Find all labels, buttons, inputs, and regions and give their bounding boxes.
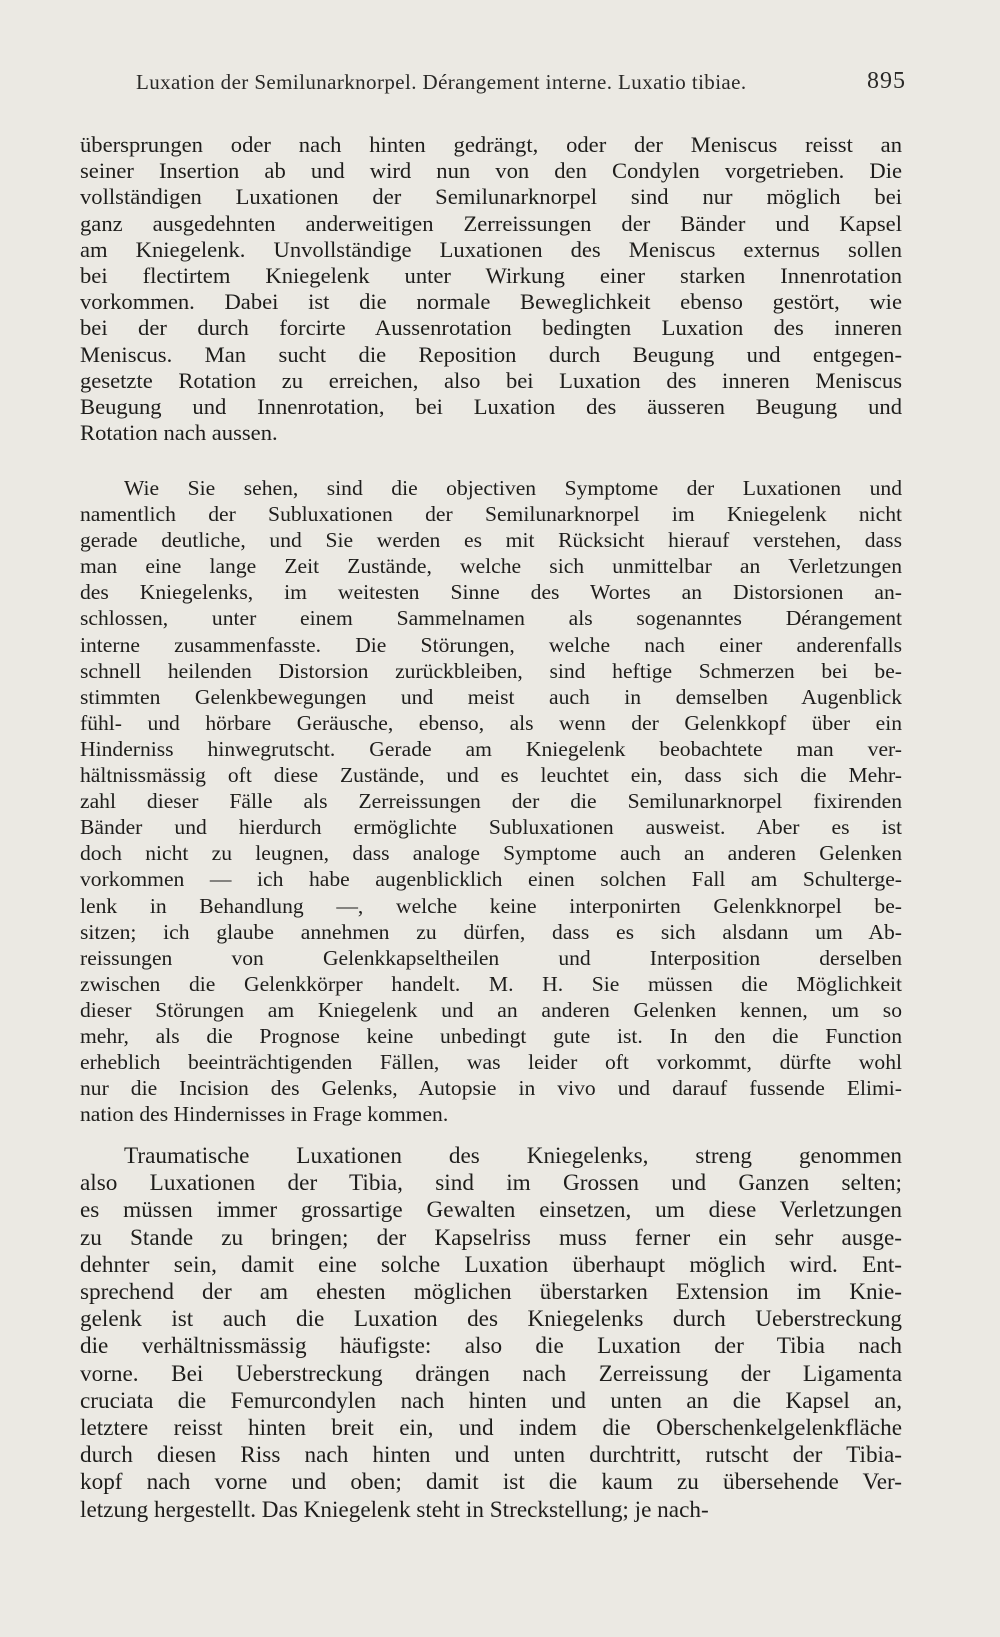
running-title: Luxation der Semilunarknorpel. Dérangement interne. Luxatio tibiae. (136, 70, 747, 94)
text-line: durch diesen Riss nach hinten und unten durchtritt, rutscht der Tibia- (80, 1442, 902, 1469)
text-line: am Kniegelenk. Unvollständige Luxationen des Meniscus externus sollen (80, 236, 902, 262)
text-line: zahl dieser Fälle als Zerreissungen der die Semilunarknorpel fixirenden (80, 789, 902, 814)
text-line: Beugung und Innenrotation, bei Luxation des äusseren Beugung und (80, 394, 902, 420)
text-line: gesetzte Rotation zu erreichen, also bei Luxation des inneren Meniscus (80, 367, 902, 393)
text-line: lenk in Behandlung —, welche keine interponirten Gelenkknorpel be- (80, 893, 902, 918)
text-line: reissungen von Gelenkkapseltheilen und Interposition derselben (80, 945, 902, 970)
text-line: dieser Störungen am Kniegelenk und an anderen Gelenken kennen, um so (80, 997, 902, 1022)
text-line: stimmten Gelenkbewegungen und meist auch in demselben Augenblick (80, 684, 902, 709)
text-line: schnell heilenden Distorsion zurückbleiben, sind heftige Schmerzen bei be- (80, 658, 902, 683)
text-line: interne zusammenfasste. Die Störungen, welche nach einer anderenfalls (80, 632, 902, 657)
text-line: nation des Hindernisses in Frage kommen. (80, 1102, 449, 1127)
text-line: Traumatische Luxationen des Kniegelenks, streng genommen (124, 1143, 902, 1169)
text-line: gelenk ist auch die Luxation des Kniegelenks durch Ueberstreckung (80, 1306, 902, 1333)
text-line: fühl- und hörbare Geräusche, ebenso, als wenn der Gelenkkopf über ein (80, 710, 902, 735)
page-number: 895 (867, 68, 906, 94)
running-header (136, 70, 906, 95)
text-line: kopf nach vorne und oben; damit ist die kaum zu übersehende Ver- (80, 1469, 902, 1496)
text-line: Meniscus. Man sucht die Reposition durch Beugung und entgegen- (80, 341, 902, 367)
paragraph-1 (80, 132, 902, 446)
text-line: bei der durch forcirte Aussenrotation bedingten Luxation des inneren (80, 315, 902, 341)
text-line: es müssen immer grossartige Gewalten einsetzen, um diese Verletzungen (80, 1197, 902, 1224)
text-line: dehnter sein, damit eine solche Luxation überhaupt möglich wird. Ent- (80, 1251, 902, 1278)
text-line: man eine lange Zeit Zustände, welche sich unmittelbar an Verletzungen (80, 554, 902, 579)
text-line: ganz ausgedehnten anderweitigen Zerreissungen der Bänder und Kapsel (80, 210, 902, 236)
paragraph-2 (80, 475, 902, 1127)
text-line: letztere reisst hinten breit ein, und indem die Oberschenkelgelenkfläche (80, 1415, 902, 1442)
text-line: cruciata die Femurcondylen nach hinten und unten an die Kapsel an, (80, 1387, 902, 1414)
text-line: übersprungen oder nach hinten gedrängt, oder der Meniscus reisst an (80, 132, 902, 157)
text-line: doch nicht zu leugnen, dass analoge Symptome auch an anderen Gelenken (80, 841, 902, 866)
text-line: sprechend der am ehesten möglichen überstarken Extension im Knie- (80, 1279, 902, 1306)
text-line: Hinderniss hinwegrutscht. Gerade am Kniegelenk beobachtete man ver- (80, 736, 902, 761)
text-line: namentlich der Subluxationen der Semilunarknorpel im Kniegelenk nicht (80, 502, 902, 527)
text-line: zwischen die Gelenkkörper handelt. M. H. Sie müssen die Möglichkeit (80, 971, 902, 996)
text-line: Wie Sie sehen, sind die objectiven Symptome der Luxationen und (124, 476, 902, 500)
text-line: Rotation nach aussen. (80, 420, 278, 446)
text-line: die verhältnissmässig häufigste: also die Luxation der Tibia nach (80, 1333, 902, 1360)
text-line: sitzen; ich glaube annehmen zu dürfen, dass es sich alsdann um Ab- (80, 919, 902, 944)
text-line: erheblich beeinträchtigenden Fällen, was leider oft vorkommt, dürfte wohl (80, 1050, 902, 1075)
text-line: seiner Insertion ab und wird nun von den Condylen vorgetrieben. Die (80, 158, 902, 184)
text-line: gerade deutliche, und Sie werden es mit Rücksicht hierauf verstehen, dass (80, 528, 902, 553)
text-line: mehr, als die Prognose keine unbedingt gute ist. In den die Function (80, 1023, 902, 1048)
text-line: vorkommen. Dabei ist die normale Beweglichkeit ebenso gestört, wie (80, 289, 902, 315)
text-line: schlossen, unter einem Sammelnamen als sogenanntes Dérangement (80, 606, 902, 631)
text-line: vollständigen Luxationen der Semilunarknorpel sind nur möglich bei (80, 184, 902, 210)
text-line: vorkommen — ich habe augenblicklich einen solchen Fall am Schulterge- (80, 867, 902, 892)
paragraph-3 (80, 1143, 902, 1524)
text-line: vorne. Bei Ueberstreckung drängen nach Zerreissung der Ligamenta (80, 1360, 902, 1387)
text-line: des Kniegelenks, im weitesten Sinne des Wortes an Distorsionen an- (80, 580, 902, 605)
text-line: also Luxationen der Tibia, sind im Grossen und Ganzen selten; (80, 1170, 902, 1197)
text-line: hältnissmässig oft diese Zustände, und es leuchtet ein, dass sich die Mehr- (80, 763, 902, 788)
text-line: Bänder und hierdurch ermöglichte Subluxationen ausweist. Aber es ist (80, 815, 902, 840)
text-line: letzung hergestellt. Das Kniegelenk steht in Streckstellung; je nach- (80, 1496, 709, 1523)
text-line: zu Stande zu bringen; der Kapselriss muss ferner ein sehr ausge- (80, 1224, 902, 1251)
text-line: nur die Incision des Gelenks, Autopsie in vivo und darauf fussende Elimi- (80, 1076, 902, 1101)
text-line: bei flectirtem Kniegelenk unter Wirkung einer starken Innenrotation (80, 263, 902, 289)
